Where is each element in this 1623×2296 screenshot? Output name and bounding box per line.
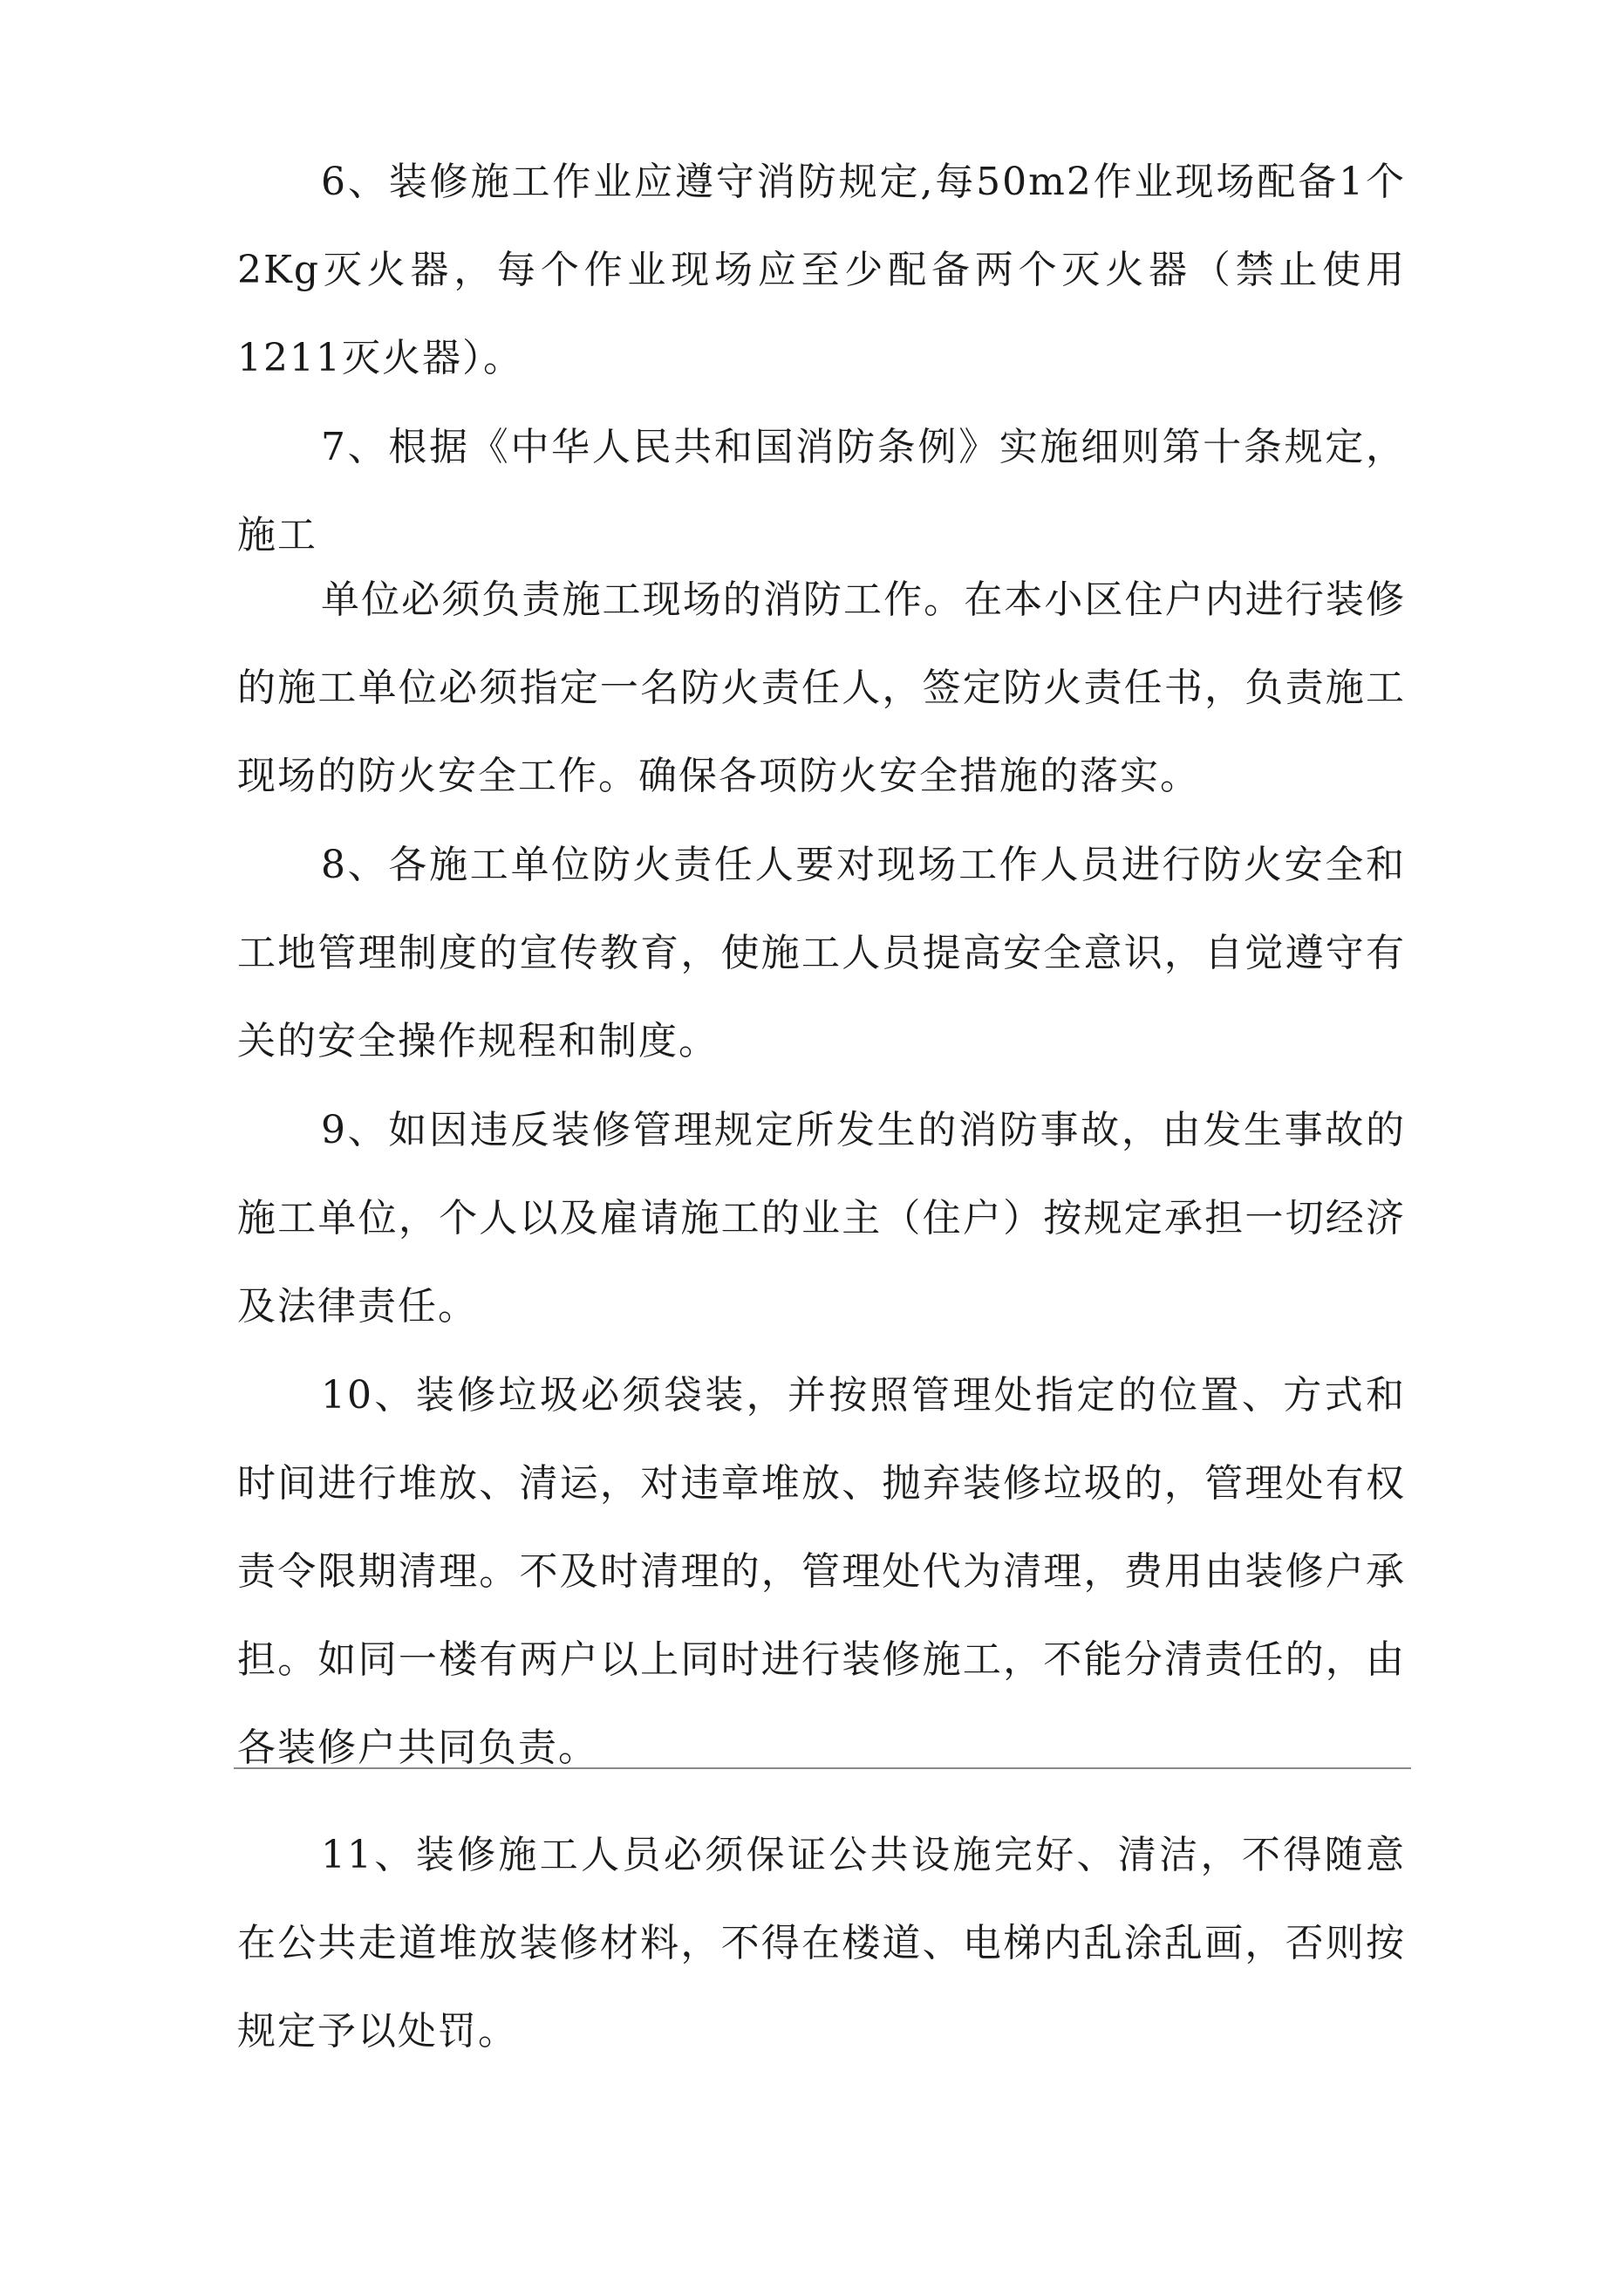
section-divider: [234, 1767, 1411, 1769]
paragraph-item-10: 10、装修垃圾必须袋装，并按照管理处指定的位置、方式和时间进行堆放、清运，对违章堆放、抛弃装修垃圾的，管理处有权责令限期清理。不及时清理的，管理处代为清理，费用由装修户承担。如同一楼有两户以上同时进行装修施工，不能分清责任的，由各装修户共同负责。: [237, 1373, 1406, 1770]
paragraph-item-7-continued: 单位必须负责施工现场的消防工作。在本小区住户内进行装修的施工单位必须指定一名防火责任人，签定防火责任书，负责施工现场的防火安全工作。确保各项防火安全措施的落实。: [237, 577, 1406, 798]
paragraph-item-8: 8、各施工单位防火责任人要对现场工作人员进行防火安全和工地管理制度的宣传教育，使施工人员提高安全意识，自觉遵守有关的安全操作规程和制度。: [237, 843, 1406, 1063]
paragraph-item-6: 6、装修施工作业应遵守消防规定,每50m2作业现场配备1个2Kg灭火器，每个作业现场应至少配备两个灭火器（禁止使用1211灭火器）。: [237, 160, 1406, 380]
paragraph-item-7: 7、根据《中华人民共和国消防条例》实施细则第十条规定，施工: [237, 425, 1406, 557]
paragraph-item-9: 9、如因违反装修管理规定所发生的消防事故，由发生事故的施工单位，个人以及雇请施工的业主（住户）按规定承担一切经济及法律责任。: [237, 1108, 1406, 1329]
paragraph-item-11: 11、装修施工人员必须保证公共设施完好、清洁，不得随意在公共走道堆放装修材料，不得在楼道、电梯内乱涂乱画，否则按规定予以处罚。: [237, 1833, 1406, 2053]
